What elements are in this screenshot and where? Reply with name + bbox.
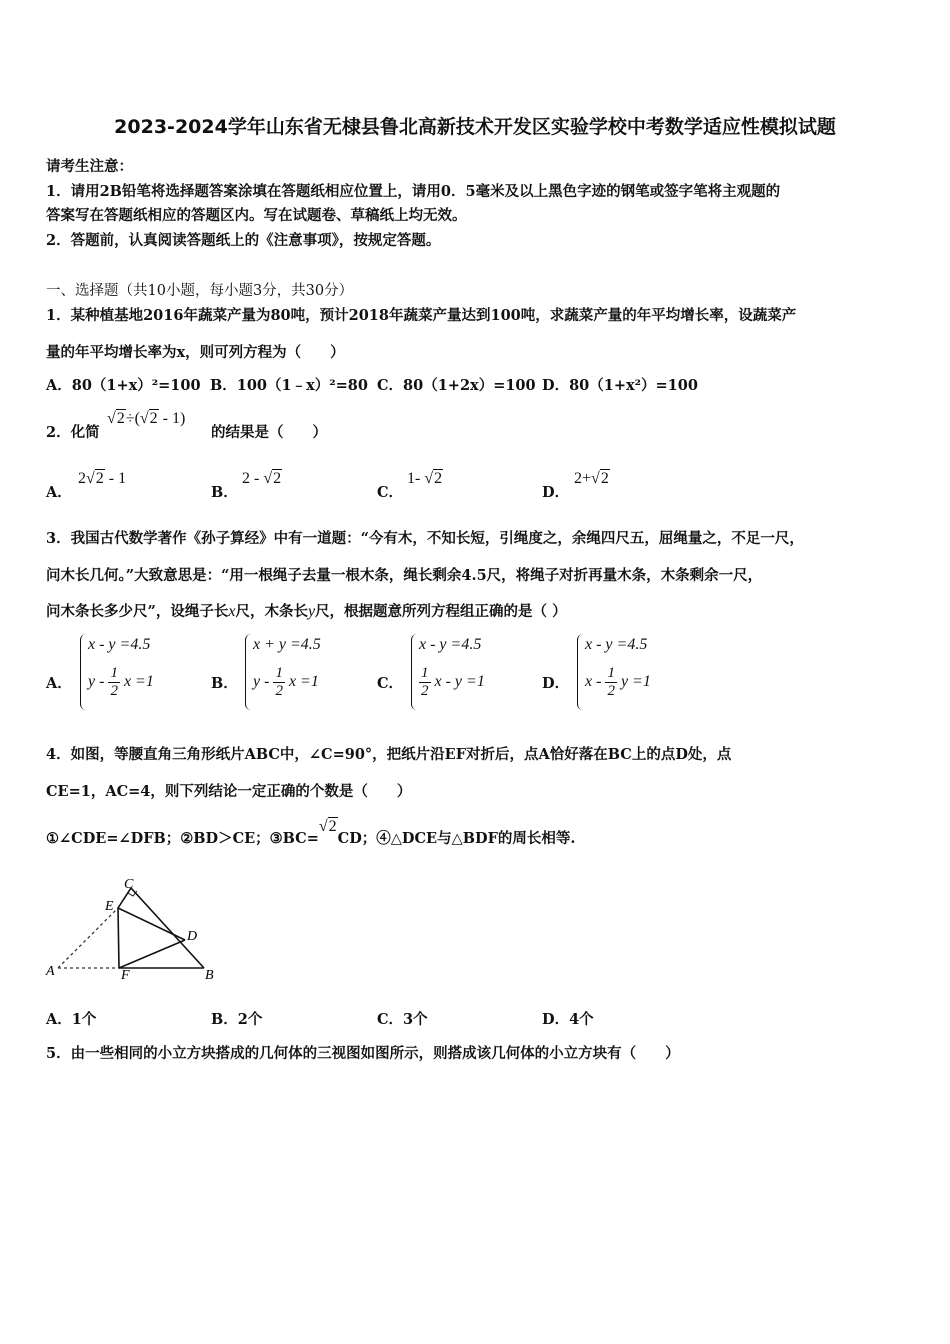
triangle-figure xyxy=(44,876,224,984)
page-title: 2023-2024学年山东省无棣县鲁北高新技术开发区实验学校中考数学适应性模拟试题 xyxy=(114,116,836,138)
q3-c-row2 xyxy=(419,665,485,700)
q4-line-3 xyxy=(46,818,576,848)
q3-line-3 xyxy=(46,600,567,621)
label-f: F xyxy=(121,968,130,983)
q2-a-pre: 2 xyxy=(78,470,86,487)
denominator: 2 xyxy=(110,683,118,699)
sqrt-sign: √2 xyxy=(107,410,125,427)
r2-pre: y - xyxy=(88,673,109,691)
numerator: 1 xyxy=(110,665,118,681)
system-brace xyxy=(80,634,87,710)
q2-option-b xyxy=(242,470,282,488)
q2-b-pre: 2 - xyxy=(242,470,264,487)
q2-d-pre: 2+ xyxy=(574,470,592,487)
radicand: 2 xyxy=(328,818,337,835)
fraction xyxy=(605,665,617,700)
label-c: C xyxy=(124,877,134,892)
q2-expr-tail: - 1) xyxy=(158,410,186,427)
r2-post: x - y =1 xyxy=(430,673,485,691)
system-brace xyxy=(245,634,252,710)
fraction xyxy=(273,665,285,700)
segment-fd xyxy=(119,940,185,968)
q1-line-1: 1．某种植基地2016年蔬菜产量为80吨，预计2018年蔬菜产量达到100吨，求蔬菜产量的年平均增长率，设蔬菜产 xyxy=(46,307,797,324)
q4-line-3-post: CD；④△DCE与△BDF的周长相等. xyxy=(337,830,576,847)
radicand: 2 xyxy=(434,470,443,487)
q4-line-1: 4．如图，等腰直角三角形纸片ABC中，∠C=90°，把纸片沿EF对折后，点A恰好落在BC上的点D处，点 xyxy=(46,746,732,763)
system-brace xyxy=(411,634,418,710)
q3-c-row1: x - y =4.5 xyxy=(419,636,482,653)
label-e: E xyxy=(105,899,114,914)
section-heading: 一、选择题（共10小题，每小题3分，共30分） xyxy=(46,283,354,299)
numerator: 1 xyxy=(607,665,615,681)
q2-expression xyxy=(107,410,185,428)
q3-d-row1: x - y =4.5 xyxy=(585,636,648,653)
r2-post: x =1 xyxy=(119,673,154,691)
var-x: x xyxy=(228,603,236,620)
q2-expr-div: ÷( xyxy=(125,410,140,427)
q4-option-b: B．2个 xyxy=(211,1011,263,1028)
q2-option-d-label: D． xyxy=(542,484,570,501)
q1-option-c: C．80（1+2x）=100 xyxy=(377,377,536,394)
numerator: 1 xyxy=(421,665,429,681)
radicand: 2 xyxy=(149,410,158,427)
q2-option-b-label: B． xyxy=(211,484,238,501)
q3-option-c-label: C． xyxy=(377,675,404,692)
q2-prefix: 2．化简 xyxy=(46,424,100,441)
q3-line-3-pre: 问木条长多少尺”，设绳子长 xyxy=(46,603,229,620)
q1-line-2: 量的年平均增长率为x，则可列方程为（ ） xyxy=(46,344,345,361)
q3-d-row2 xyxy=(585,665,651,700)
q3-a-row1: x - y =4.5 xyxy=(88,636,151,653)
q1-option-d: D．80（1+x²）=100 xyxy=(542,377,698,394)
r2-post: x =1 xyxy=(284,673,319,691)
radicand: 2 xyxy=(273,470,282,487)
sqrt-sign: √2 xyxy=(318,818,337,835)
denominator: 2 xyxy=(421,683,429,699)
segment-ef xyxy=(118,908,119,968)
label-a: A xyxy=(46,964,55,979)
q2-a-post: - 1 xyxy=(104,470,127,487)
q3-line-3-mid: 尺，木条长 xyxy=(235,603,308,620)
q3-b-row2 xyxy=(253,665,319,700)
sqrt-sign: √2 xyxy=(424,470,443,487)
q2-suffix: 的结果是（ ） xyxy=(211,424,327,441)
q2-option-a xyxy=(78,470,126,488)
q4-line-2: CE=1，AC=4，则下列结论一定正确的个数是（ ） xyxy=(46,783,412,800)
r2-pre: y - xyxy=(253,673,274,691)
label-d: D xyxy=(187,929,198,944)
dashed-ae xyxy=(58,908,118,968)
q2-option-c xyxy=(407,470,443,488)
q4-line-3-pre: ①∠CDE=∠DFB；②BD＞CE；③BC= xyxy=(46,830,319,847)
radicand: 2 xyxy=(600,470,609,487)
q3-a-row2 xyxy=(88,665,154,700)
q3-line-1: 3．我国古代数学著作《孙子算经》中有一道题：“今有木，不知长短，引绳度之，余绳四尺五，屈绳量之，不足一尺， xyxy=(46,530,804,547)
q3-b-row1: x + y =4.5 xyxy=(253,636,321,653)
var-y: y xyxy=(307,603,316,620)
sqrt-sign: √2 xyxy=(263,470,282,487)
system-brace xyxy=(577,634,584,710)
q4-option-a: A．1个 xyxy=(46,1011,97,1028)
notice-heading: 请考生注意： xyxy=(46,158,133,175)
q5-line-1: 5．由一些相同的小立方块搭成的几何体的三视图如图所示，则搭成该几何体的小立方块有（ ） xyxy=(46,1045,680,1062)
notice-line-3: 2．答题前，认真阅读答题纸上的《注意事项》，按规定答题。 xyxy=(46,232,441,249)
q2-option-a-label: A． xyxy=(46,484,72,501)
q3-option-a-label: A． xyxy=(46,675,72,692)
sqrt-sign: √2 xyxy=(139,410,158,427)
segment-ed xyxy=(118,908,185,940)
label-b: B xyxy=(205,968,214,983)
radicand: 2 xyxy=(116,410,125,427)
fraction xyxy=(419,665,431,700)
fraction xyxy=(108,665,120,700)
q2-c-pre: 1- xyxy=(407,470,425,487)
q4-option-c: C．3个 xyxy=(377,1011,428,1028)
notice-line-1: 1．请用2B铅笔将选择题答案涂填在答题纸相应位置上，请用0．5毫米及以上黑色字迹的钢笔或签字笔将主观题的 xyxy=(46,183,781,200)
q4-option-d: D．4个 xyxy=(542,1011,594,1028)
q3-option-b-label: B． xyxy=(211,675,238,692)
q2-option-d xyxy=(574,470,610,488)
r2-pre: x - xyxy=(585,673,606,691)
q3-line-3-post: 尺，根据题意所列方程组正确的是（ ） xyxy=(315,603,567,620)
notice-line-2: 答案写在答题纸相应的答题区内。写在试题卷、草稿纸上均无效。 xyxy=(46,207,467,224)
denominator: 2 xyxy=(275,683,283,699)
radicand: 2 xyxy=(95,470,104,487)
q1-option-b: B．100（1﹣x）²=80 xyxy=(210,377,368,394)
r2-post: y =1 xyxy=(616,673,651,691)
q2-option-c-label: C． xyxy=(377,484,404,501)
denominator: 2 xyxy=(607,683,615,699)
q3-line-2: 问木长几何。”大致意思是：“用一根绳子去量一根木条，绳长剩余4.5尺，将绳子对折再量木条，木条剩余一尺， xyxy=(46,567,763,584)
q1-option-a: A．80（1+x）²=100 xyxy=(46,377,201,394)
numerator: 1 xyxy=(275,665,283,681)
sqrt-sign: √2 xyxy=(591,470,609,487)
q3-option-d-label: D． xyxy=(542,675,570,692)
segment-cb xyxy=(131,888,204,968)
sqrt-sign: √2 xyxy=(86,470,104,487)
